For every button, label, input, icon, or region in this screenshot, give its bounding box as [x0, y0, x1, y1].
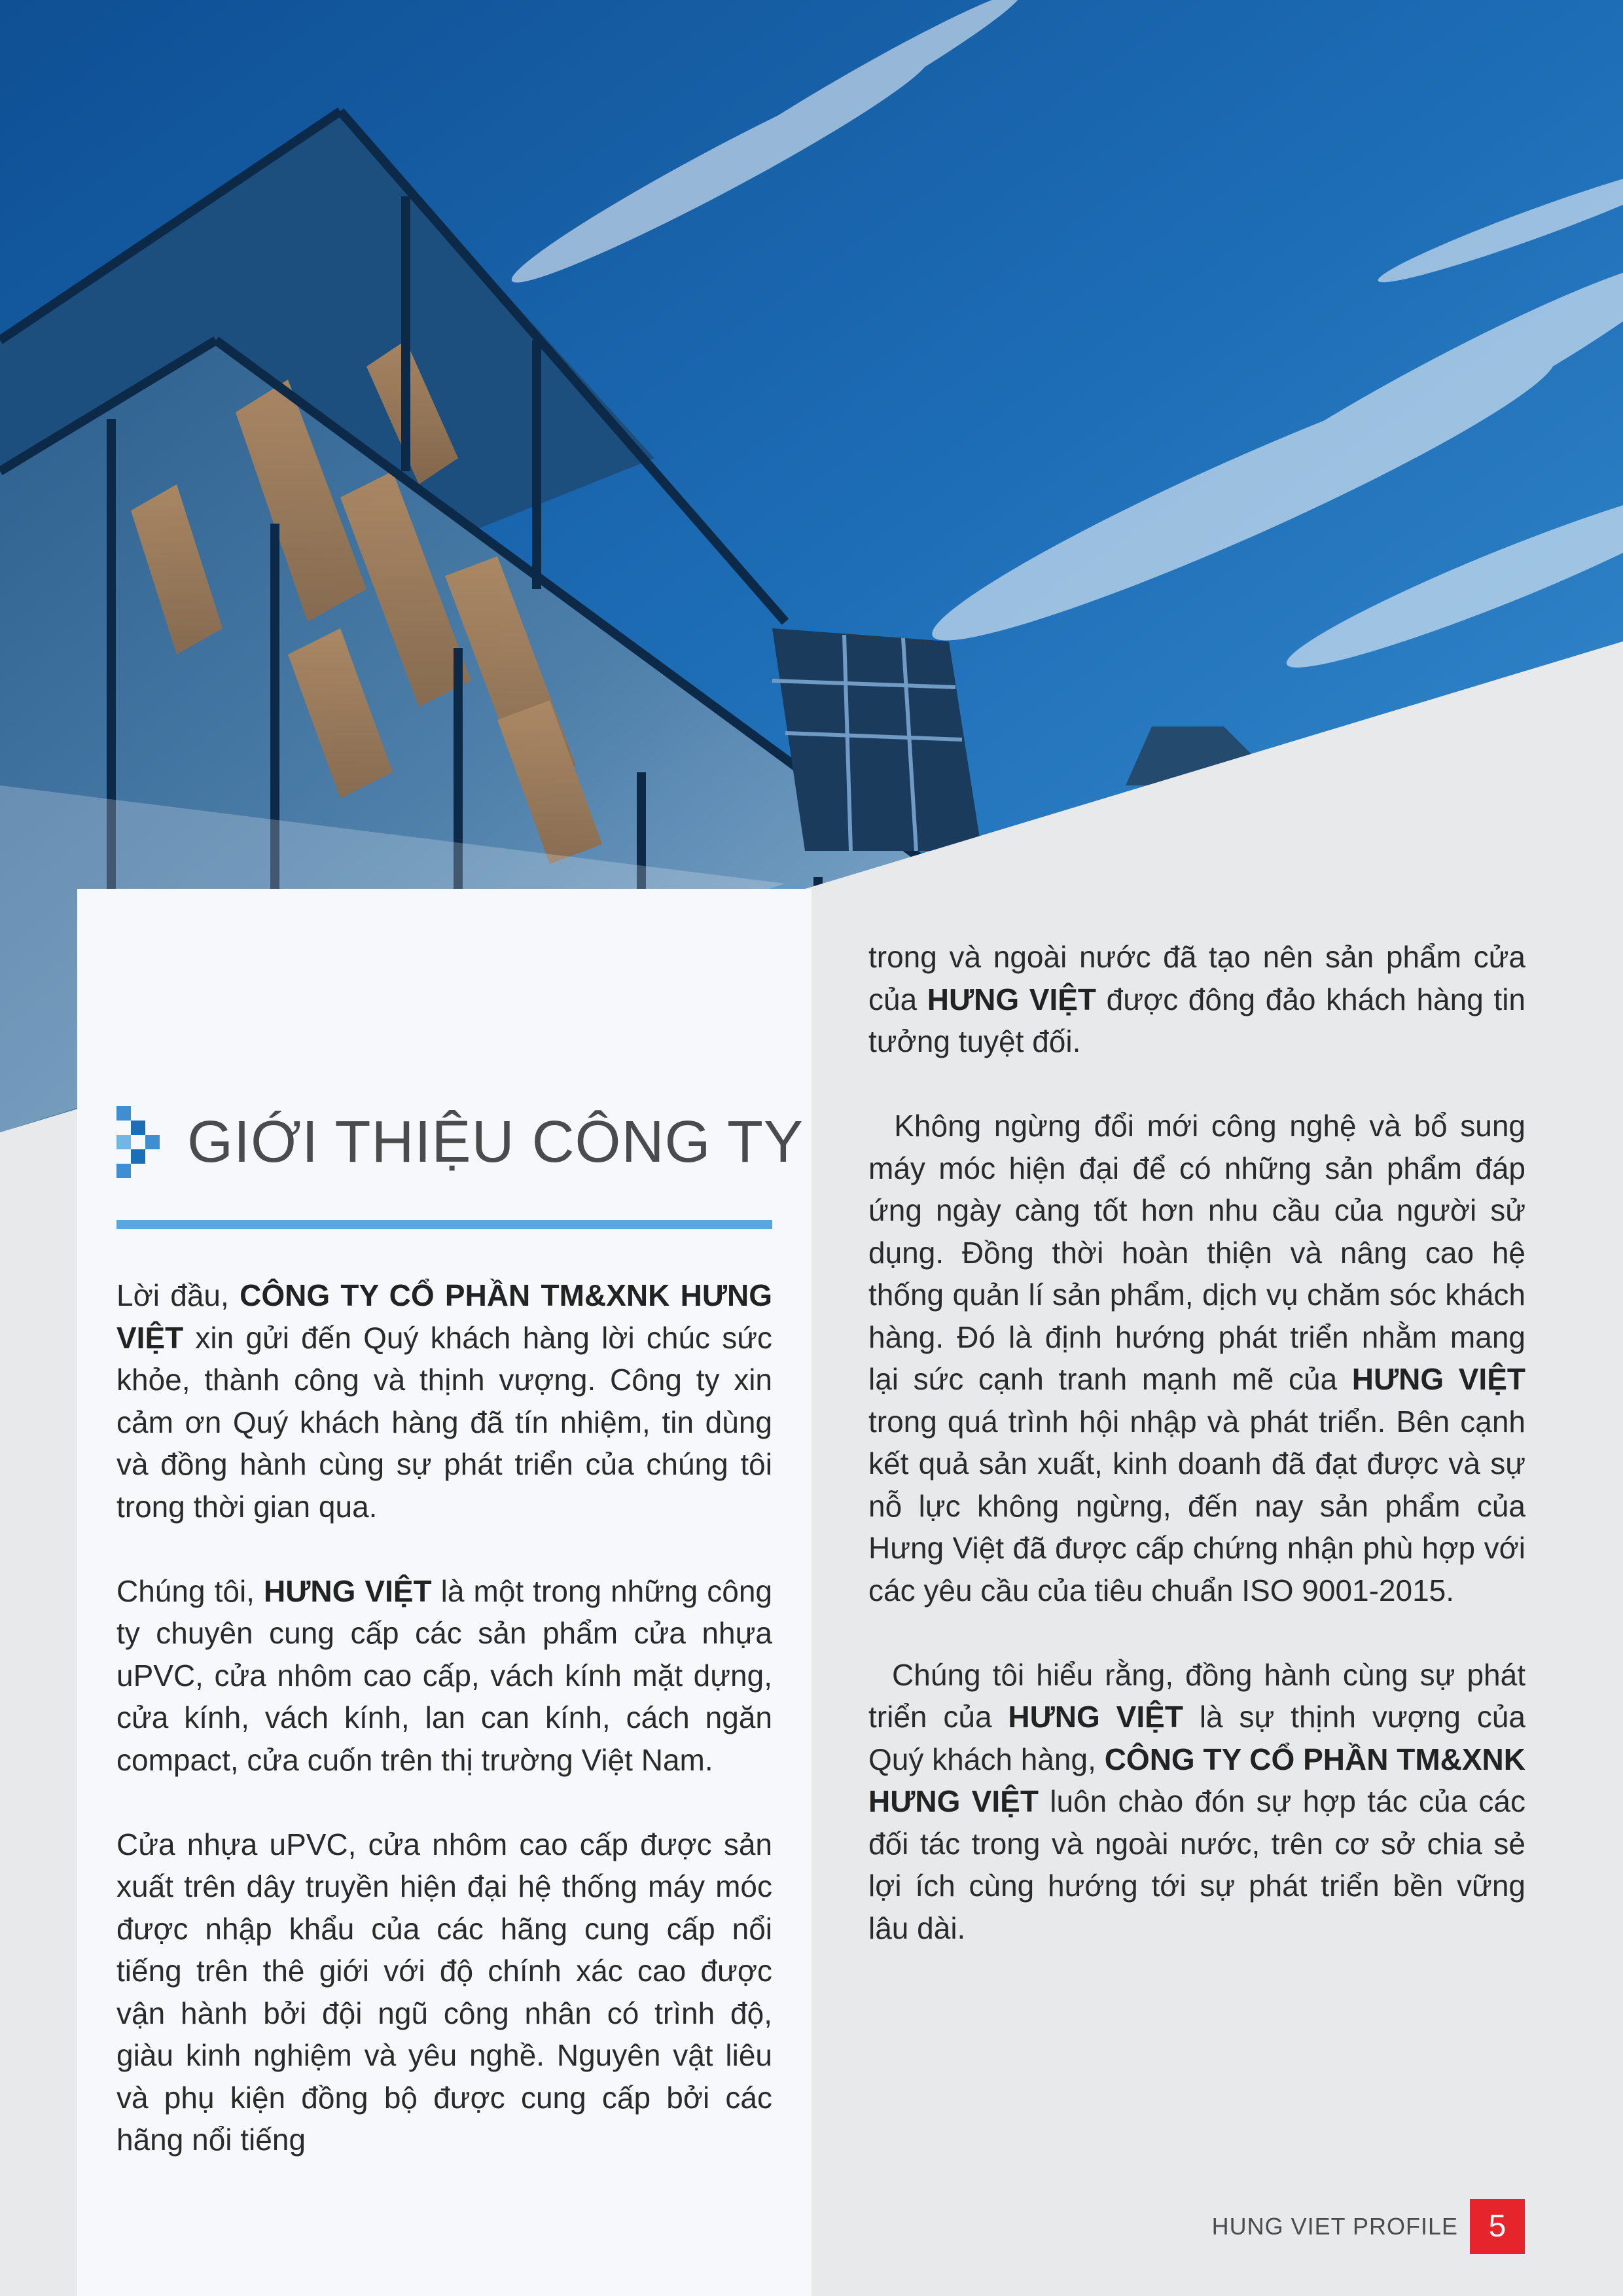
- page-number: 5: [1470, 2199, 1525, 2254]
- text-run: được đông đảo khách hàng tin tưởng tuyệt đối.: [868, 982, 1526, 1058]
- bold-text-run: CÔNG TY CỔ PHẦN TM&XNK HƯNG VIỆT: [868, 1742, 1525, 1818]
- text-run: luôn chào đón sự hợp tác của các đối tác trong và ngoài nước, trên cơ sở chia sẻ lợi ích cùng hướng tới sự phát triển bền vững lâu dài.: [868, 1784, 1525, 1945]
- left-text-column: [116, 1274, 772, 2161]
- paragraph: [116, 1274, 772, 1528]
- paragraph: [116, 1570, 772, 1782]
- bold-text-run: HƯNG VIỆT: [1008, 1700, 1183, 1734]
- section-header: [116, 1100, 804, 1185]
- right-text-column: [868, 936, 1525, 1949]
- text-run: là sự thịnh vượng của Quý khách hàng,: [868, 1700, 1525, 1776]
- bold-text-run: CÔNG TY CỔ PHẦN TM&XNK HƯNG VIỆT: [116, 1278, 772, 1355]
- text-run: Cửa nhựa uPVC, cửa nhôm cao cấp được sản xuất trên dây truyền hiện đại hệ thống máy móc được nhập khẩu của các hãng cung cấp nổi tiếng trên thê giới với độ chính xác cao được vận hành bởi đội ngũ công nhân có trình độ, giàu kinh nghiệm và yêu nghề. Nguyên vật liêu và phụ kiện đồng bộ được cung cấp bởi các hãng nổi tiếng: [116, 1827, 772, 2157]
- text-run: trong và ngoài nước đã tạo nên sản phẩm cửa của: [868, 940, 1525, 1016]
- text-run: là một trong những công ty chuyên cung cấp các sản phẩm cửa nhựa uPVC, cửa nhôm cao cấp, vách kính mặt dựng, cửa kính, vách kính, lan can kính, cách ngăn compact, cửa cuốn trên thị trường Việt Nam.: [116, 1573, 772, 1777]
- bold-text-run: HƯNG VIỆT: [1351, 1362, 1525, 1396]
- footer-label: HUNG VIET PROFILE: [1211, 2213, 1458, 2240]
- chevron-logo-icon: [116, 1106, 171, 1187]
- paragraph: [868, 1105, 1525, 1611]
- title-underline: [116, 1220, 772, 1229]
- text-run: xin gửi đến Quý khách hàng lời chúc sức khỏe, thành công và thịnh vượng. Công ty xin cảm ơn Quý khách hàng đã tín nhiệm, tin dùng và đồng hành cùng sự phát triển của chúng tôi trong thời gian qua.: [116, 1320, 772, 1524]
- text-run: Chúng tôi hiểu rằng, đồng hành cùng sự phát triển của: [868, 1657, 1525, 1734]
- paragraph: [868, 936, 1525, 1063]
- text-run: Không ngừng đổi mới công nghệ và bổ sung máy móc hiện đại để có những sản phẩm đáp ứng ngày càng tốt hơn nhu cầu của người sử dụng. Đồng thời hoàn thiện và nâng cao hệ thống quản lí sản phẩm, dịch vụ chăm sóc khách hàng. Đó là định hướng phát triển nhằm mang lại sức cạnh tranh mạnh mẽ của: [868, 1109, 1525, 1396]
- bold-text-run: HƯNG VIỆT: [263, 1573, 432, 1608]
- paragraph: [116, 1823, 772, 2161]
- text-run: trong quá trình hội nhập và phát triển. Bên cạnh kết quả sản xuất, kinh doanh đã đạt được và sự nỗ lực không ngừng, đến nay sản phẩm của Hưng Việt đã được cấp chứng nhận phù hợp với các yêu cầu của tiêu chuẩn ISO 9001-2015.: [868, 1404, 1525, 1607]
- bold-text-run: HƯNG VIỆT: [927, 982, 1097, 1016]
- page-title: GIỚI THIỆU CÔNG TY: [187, 1109, 804, 1175]
- paragraph: [868, 1654, 1525, 1950]
- text-run: Lời đầu,: [116, 1278, 240, 1312]
- text-run: Chúng tôi,: [116, 1573, 264, 1608]
